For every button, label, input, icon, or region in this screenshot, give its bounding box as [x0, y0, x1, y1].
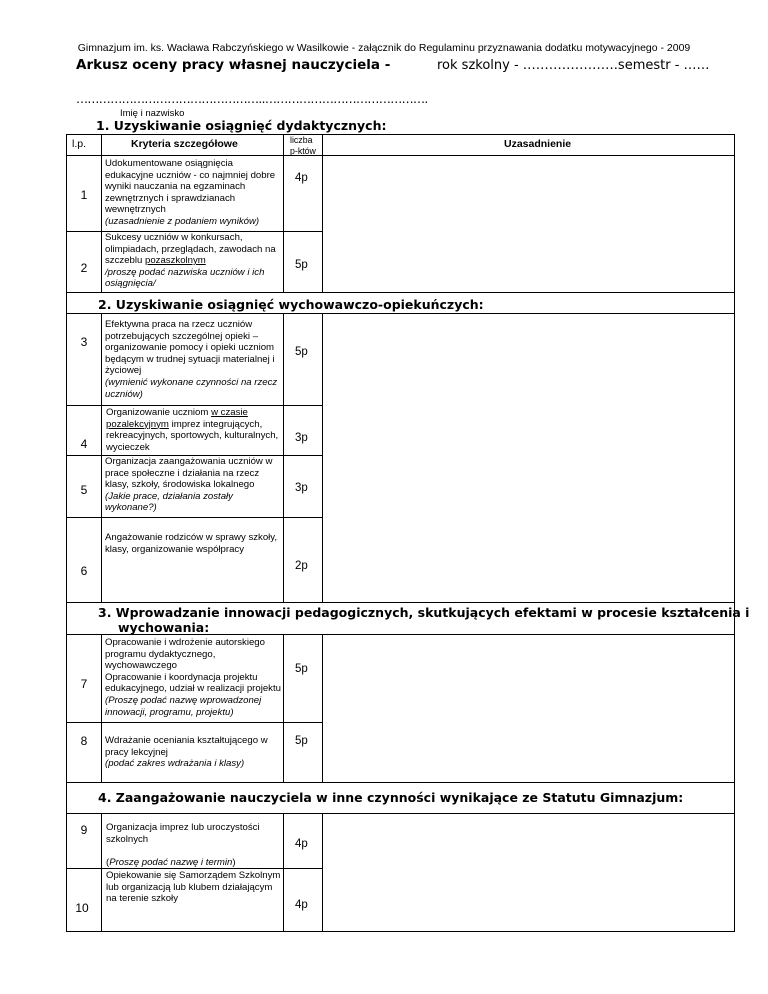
criteria-note: (Proszę podać nazwę i termin) [106, 857, 236, 868]
section-title-1: 1. Uzyskiwanie osiągnięć dydaktycznych: [96, 118, 387, 133]
points-value: 5p [295, 259, 308, 271]
points-value: 4p [295, 172, 308, 184]
row-number: 7 [80, 677, 88, 691]
section-title-2: 2. Uzyskiwanie osiągnięć wychowawczo-opiekuńczych: [98, 297, 484, 312]
section-title-3: 3. Wprowadzanie innowacji pedagogicznych, skutkujących efektami w procesie kształcenia i wychowania: [98, 605, 750, 635]
row-number: 6 [80, 564, 88, 578]
points-value: 5p [295, 735, 308, 747]
points-value: 5p [295, 346, 308, 358]
row-number: 9 [80, 823, 88, 837]
form-title: Arkusz oceny pracy własnej nauczyciela - [76, 57, 391, 73]
points-value: 5p [295, 663, 308, 675]
row-number: 8 [80, 734, 88, 748]
criteria-text: Organizowanie uczniom w czasie pozalekcyjnym imprez integrujących, rekreacyjnych, sportowych, kulturalnych, wycieczek [106, 407, 279, 453]
points-value: 3p [295, 432, 308, 444]
criteria-text: Sukcesy uczniów w konkursach, olimpiadach, przeglądach, zawodach na szczeblu pozaszkolnym /proszę podać nazwiska uczniów i ich osiągnięcia/ [105, 232, 276, 290]
criteria-text: Opracowanie i wdrożenie autorskiego programu dydaktycznego, wychowawczego Opracowanie i koordynacja projektu edukacyjnego, udział w realizacji projektu (Proszę podać nazwę wprowadzonej innowacji, programu, projektu) [105, 637, 281, 718]
row-number: 5 [80, 483, 88, 497]
criteria-text: Organizacja imprez lub uroczystości szkolnych [106, 822, 260, 845]
criteria-text: Efektywna praca na rzecz uczniów potrzebujących szczególnej opieki – organizowanie pomocy i opieki uczniom będącym w trudnej sytuacji materialnej i życiowej (wymienić wykonane czynności na rzecz uczniów) [105, 319, 278, 400]
row-number: 10 [75, 901, 89, 915]
name-label: Imię i nazwisko [120, 108, 185, 119]
criteria-header: Kryteria szczegółowe [131, 138, 238, 150]
criteria-text: Udokumentowane osiągnięcia edukacyjne uczniów - co najmniej dobre wyniki nauczania na egzaminach zewnętrznych i sprawdzianach wewnętrznych (uzasadnienie z podaniem wyników) [105, 158, 276, 227]
row-number: 1 [80, 188, 88, 202]
criteria-text: Wdrażanie oceniania kształtującego w pracy lekcyjnej (podać zakres wdrażania i klasy) [105, 735, 268, 770]
row-number: 4 [80, 437, 88, 451]
criteria-text: Opiekowanie się Samorządem Szkolnym lub organizacją lub klubem działającym na terenie szkoły [106, 870, 281, 905]
criteria-text: Organizacja zaangażowania uczniów w prace społeczne i działania na rzecz klasy, szkoły, środowiska lokalnego (Jakie prace, działania zostały wykonane?) [105, 456, 273, 514]
justification-header: Uzasadnienie [504, 138, 572, 150]
criteria-text: Angażowanie rodziców w sprawy szkoły, klasy, organizowanie współpracy [105, 532, 278, 555]
points-value: 2p [295, 560, 308, 572]
document-header-line: Gimnazjum im. ks. Wacława Rabczyńskiego w Wasilkowie - załącznik do Regulaminu przyznawania dodatku motywacyjnego - 2009 [77, 42, 691, 54]
school-year-field[interactable]: rok szkolny - ………………….semestr - …… [437, 58, 710, 73]
points-value: 4p [295, 838, 308, 850]
points-header-line2: p-któw [290, 146, 316, 156]
lp-header: l.p. [72, 138, 87, 150]
points-header-line1: liczba [290, 135, 313, 145]
points-value: 4p [295, 899, 308, 911]
row-number: 2 [80, 261, 88, 275]
name-field[interactable]: …………………………………………..……………………………………. [76, 92, 428, 106]
section-title-4: 4. Zaangażowanie nauczyciela w inne czynności wynikające ze Statutu Gimnazjum: [98, 790, 684, 805]
points-value: 3p [295, 482, 308, 494]
row-number: 3 [80, 335, 88, 349]
